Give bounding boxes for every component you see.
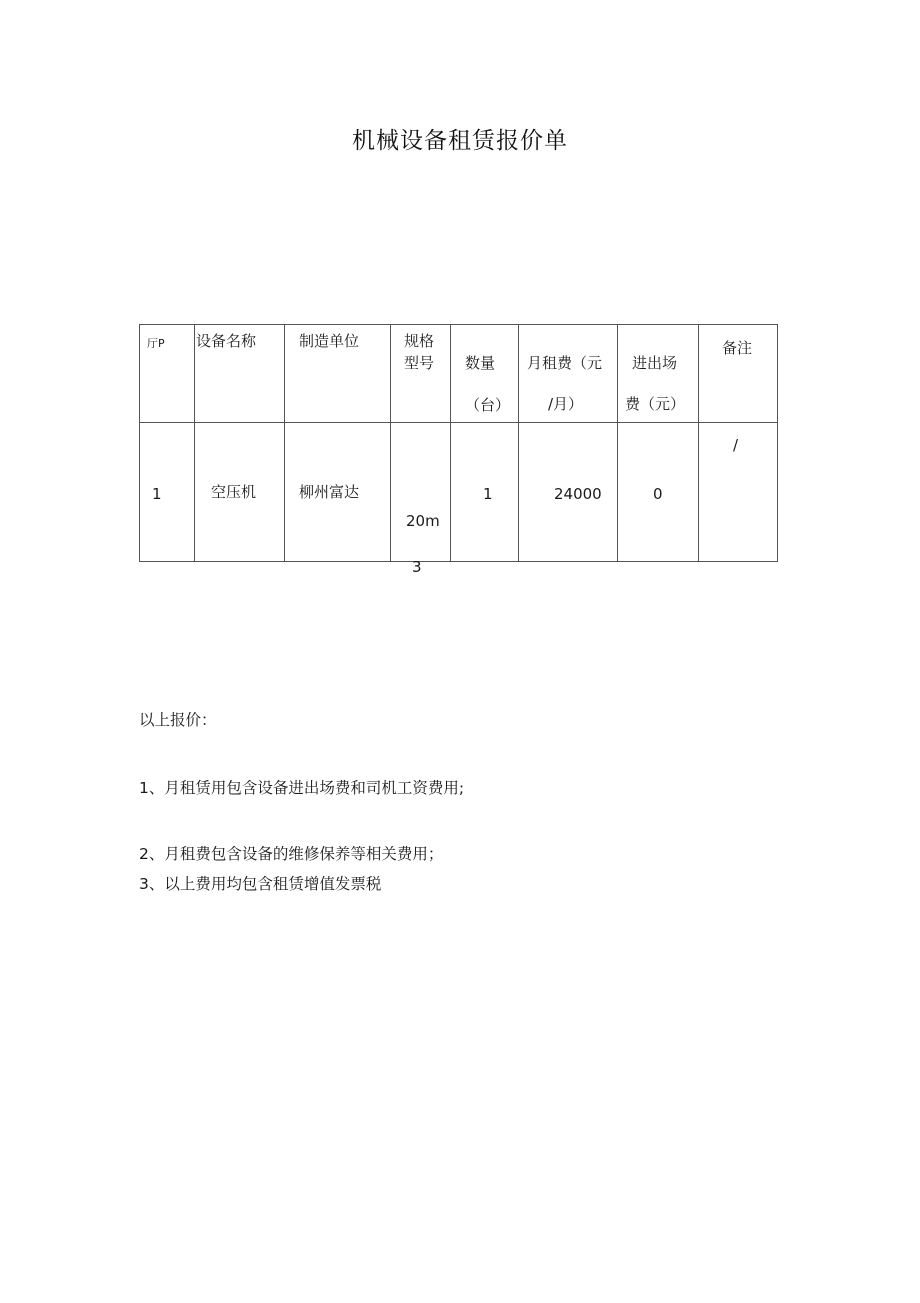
row-entry: 0: [653, 485, 663, 503]
header-name: [195, 325, 285, 423]
header-seq-label: 厅P: [147, 337, 165, 350]
cell-rent: [519, 423, 618, 562]
row-rent: 24000: [554, 485, 602, 503]
cell-seq: [140, 423, 195, 562]
header-maker-label: 制造单位: [299, 332, 360, 350]
document-title: 机械设备租赁报价单: [352, 128, 568, 154]
cell-maker: [285, 423, 391, 562]
row-spec: [406, 498, 440, 590]
header-name-label: 设备名称: [196, 332, 257, 350]
row-spec-line2: 3: [412, 558, 422, 576]
header-entry-label: [625, 343, 685, 425]
header-spec-line1: 规格: [404, 332, 435, 350]
cell-name: [195, 423, 285, 562]
header-note-label: 备注: [722, 339, 753, 357]
row-maker: 柳州富达: [299, 483, 360, 501]
quote-table: [139, 324, 778, 576]
header-rent-line1: 月租费（元: [527, 354, 603, 372]
row-name: 空压机: [211, 483, 257, 501]
row-seq: 1: [152, 485, 162, 503]
header-qty-label: [465, 342, 510, 426]
header-qty-line1: 数量: [465, 354, 496, 372]
table-header-row: [140, 325, 778, 423]
cell-qty: [451, 423, 519, 562]
notes-intro: 以上报价：: [139, 711, 217, 729]
cell-note: [699, 423, 778, 562]
row-spec-line1: 20m: [406, 512, 440, 530]
row-note: /: [733, 436, 739, 454]
header-spec-label: [404, 330, 434, 374]
header-rent-line2: /月）: [548, 395, 584, 413]
note-item-3: 3、以上费用均包含租赁增值发票税: [139, 875, 382, 893]
header-qty-line2: （台）: [465, 396, 511, 414]
row-qty: 1: [483, 485, 493, 503]
table-row: [140, 423, 778, 562]
header-qty: [451, 325, 519, 423]
header-rent-label: [527, 343, 602, 425]
header-note: [699, 325, 778, 423]
cell-spec: [391, 423, 451, 576]
header-spec: [391, 325, 451, 423]
header-spec-line2: 型号: [404, 354, 435, 372]
header-entry-line2: 费（元）: [625, 395, 686, 413]
header-entry-line1: 进出场: [632, 354, 678, 372]
cell-entry: [618, 423, 699, 562]
note-item-1: 1、月租赁用包含设备进出场费和司机工资费用;: [139, 779, 465, 797]
header-entry: [618, 325, 699, 423]
header-seq: [140, 325, 195, 423]
header-rent: [519, 325, 618, 423]
header-maker: [285, 325, 391, 423]
note-item-2: 2、月租费包含设备的维修保养等相关费用；: [139, 845, 444, 863]
